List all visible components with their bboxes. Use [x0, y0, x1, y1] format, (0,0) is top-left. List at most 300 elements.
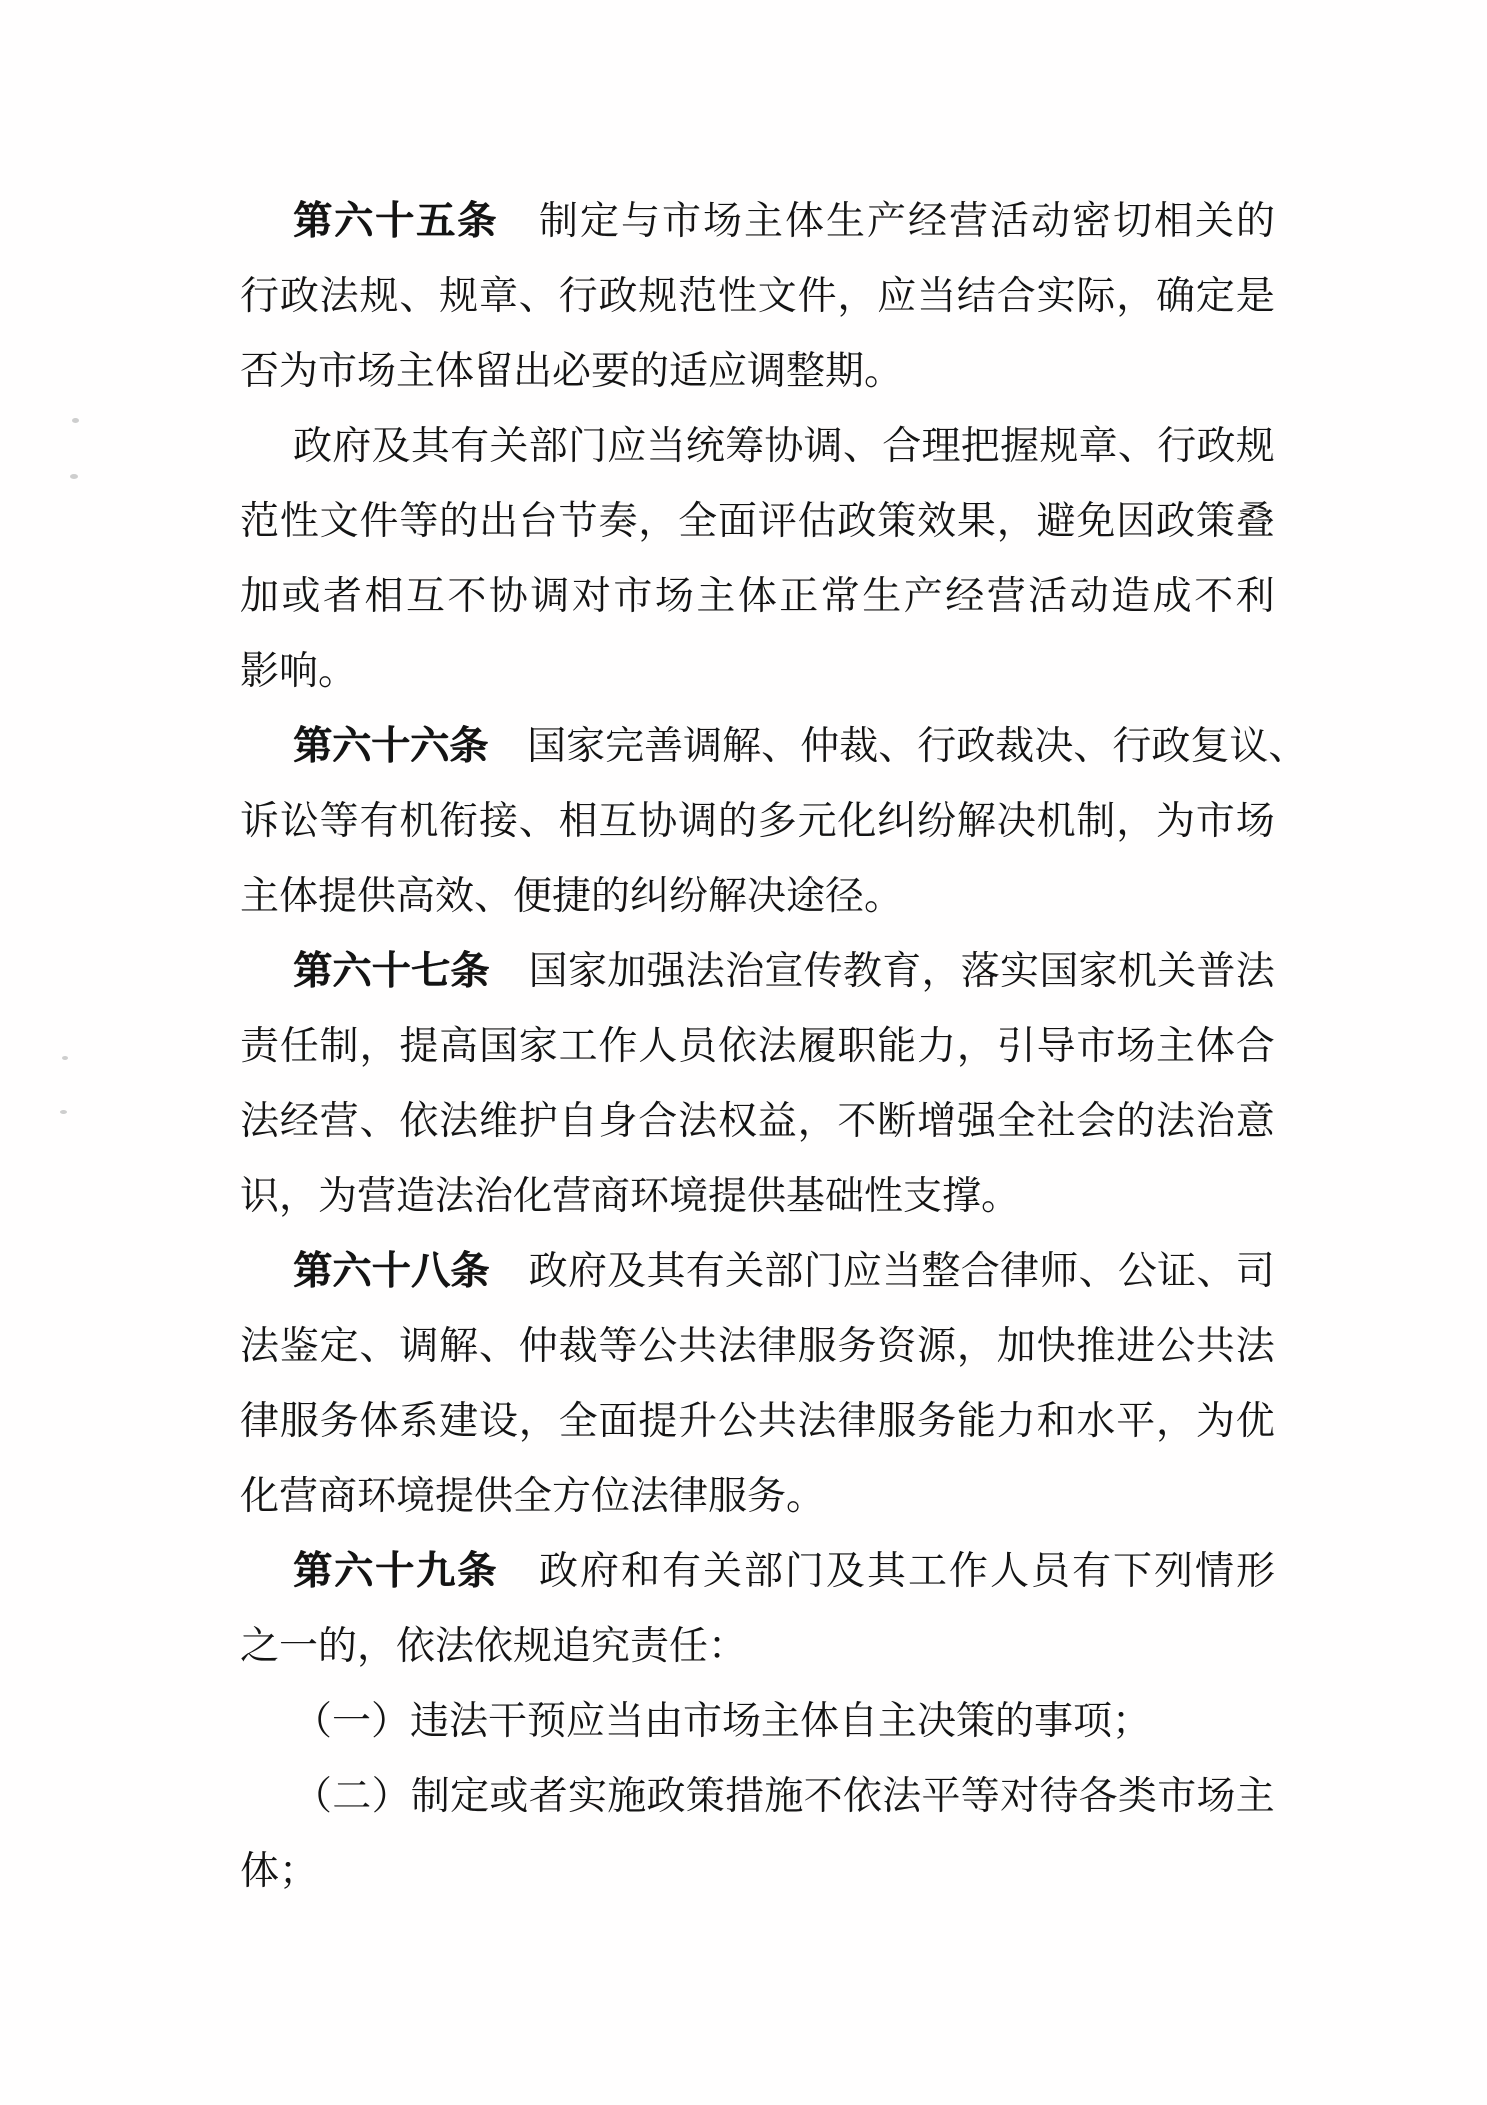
body-char: 施 [607, 1775, 647, 1818]
body-char: 章 [1078, 425, 1118, 468]
line-art65-7 [240, 634, 1275, 709]
body-char: 复 [1190, 725, 1230, 768]
body-char: 正 [779, 575, 819, 618]
body-char: 仲 [518, 1325, 558, 1368]
article-number-char: 七 [410, 950, 450, 993]
body-char: 、 [842, 425, 882, 468]
body-char: 不 [837, 1100, 877, 1143]
body-char: 、 [359, 1100, 399, 1143]
body-char: 证 [1157, 1250, 1197, 1293]
body-char: 法 [240, 1325, 280, 1368]
body-char: 源 [917, 1325, 957, 1368]
body-char: 法 [757, 1025, 797, 1068]
body-char: 场 [1196, 1775, 1236, 1818]
body-char: 增 [917, 1100, 957, 1143]
body-char: 市 [1195, 800, 1235, 843]
body-char: 务 [917, 1400, 957, 1443]
body-char: 人 [638, 1025, 678, 1068]
body-char: 合 [882, 425, 922, 468]
body-char: 共 [757, 1400, 797, 1443]
body-char: 能 [877, 1025, 917, 1068]
body-char: 应 [607, 425, 647, 468]
body-char: 评 [757, 500, 797, 543]
body-char: 活 [989, 200, 1029, 243]
body-char: 关 [725, 1250, 765, 1293]
body-char: 和 [1036, 1400, 1076, 1443]
body-char: 等 [319, 800, 359, 843]
body-char: 或 [489, 1775, 529, 1818]
body-char: 制 [319, 1025, 359, 1068]
body-char: 、 [1196, 1250, 1236, 1293]
body-char: 行 [917, 725, 957, 768]
body-char: 效 [917, 500, 957, 543]
line-art66-2 [240, 784, 1275, 859]
body-char: 协 [638, 800, 678, 843]
body-char: 依 [842, 1775, 882, 1818]
body-char: 体 [784, 200, 824, 243]
body-char: 政 [646, 1775, 686, 1818]
body-char: 法 [439, 1100, 479, 1143]
body-char: 法 [678, 1100, 718, 1143]
body-char: 叠 [1235, 500, 1275, 543]
body-char: 多 [757, 800, 797, 843]
body-char: 家 [1078, 950, 1118, 993]
article-number-char: 十 [371, 1250, 411, 1293]
body-char: 平 [1116, 1400, 1156, 1443]
scan-speck [62, 1056, 68, 1060]
body-char: 其 [410, 425, 450, 468]
body-char: 务 [319, 1400, 359, 1443]
body-char: ， [956, 1325, 996, 1368]
body-char: 二 [332, 1775, 372, 1818]
article-number-char: 八 [410, 1250, 450, 1293]
article-number-char: 第 [293, 950, 333, 993]
body-char: 法 [240, 1100, 280, 1143]
body-char: 等 [399, 500, 439, 543]
body-char: 整 [921, 1250, 961, 1293]
body-char: 设 [478, 1400, 518, 1443]
body-char: 为 [1195, 1400, 1235, 1443]
body-char: 政 [1156, 500, 1196, 543]
body-char: 相 [558, 800, 598, 843]
body-char: 合 [638, 1100, 678, 1143]
body-char: 待 [1039, 1775, 1079, 1818]
body-char: 经 [907, 200, 947, 243]
body-char: 裁 [558, 1325, 598, 1368]
body-char: 国 [1039, 950, 1079, 993]
body-char: 有 [1071, 1550, 1111, 1593]
body-char: 升 [678, 1400, 718, 1443]
body-char: 实 [1036, 275, 1076, 318]
body-char: 力 [917, 1025, 957, 1068]
body-char: 纠 [877, 800, 917, 843]
body-char: 避 [1036, 500, 1076, 543]
body-char: 不 [803, 1775, 843, 1818]
body-char: 的 [717, 800, 757, 843]
scan-speck [60, 1110, 67, 1114]
body-char: 法 [1235, 1325, 1275, 1368]
body-char: 解 [722, 725, 762, 768]
body-char: ， [797, 1100, 837, 1143]
line-art67-2 [240, 1009, 1275, 1084]
line-art65-2 [240, 259, 1275, 334]
body-char: 提 [399, 1025, 439, 1068]
body-char: 服 [797, 1325, 837, 1368]
body-char: 关 [1194, 200, 1234, 243]
body-char: 共 [678, 1325, 718, 1368]
body-char: ， [837, 275, 877, 318]
body-char: 、 [359, 1325, 399, 1368]
body-char: 措 [725, 1775, 765, 1818]
body-char: 估 [797, 500, 837, 543]
body-char: 政 [1196, 425, 1236, 468]
article-number-char: 六 [410, 725, 450, 768]
body-char: 作 [598, 1025, 638, 1068]
article-number-char: 六 [334, 200, 374, 243]
body-char: 产 [903, 575, 943, 618]
body-char: 件 [359, 500, 399, 543]
body-char: 机 [1036, 800, 1076, 843]
body-char: 律 [1000, 1250, 1040, 1293]
body-char: 场 [1116, 1025, 1156, 1068]
line-art65-5 [240, 484, 1275, 559]
body-char: 关 [702, 1550, 742, 1593]
body-char: 家 [567, 950, 607, 993]
line-art66-1 [240, 709, 1308, 784]
body-char: 政 [279, 275, 319, 318]
body-char: 决 [1034, 725, 1074, 768]
body-char: 节 [558, 500, 598, 543]
body-char: 平 [921, 1775, 961, 1818]
body-char: 讼 [279, 800, 319, 843]
body-char: 、 [1078, 1250, 1118, 1293]
body-char: 定 [1195, 275, 1235, 318]
article-number-char: 条 [450, 1250, 490, 1293]
body-char: 规 [1235, 425, 1275, 468]
body-char: 国 [528, 950, 568, 993]
body-char: 当 [917, 275, 957, 318]
scan-speck [70, 474, 78, 479]
body-char: 统 [685, 425, 725, 468]
body-char: 产 [866, 200, 906, 243]
body-char: 能 [956, 1400, 996, 1443]
body-char: 身 [598, 1100, 638, 1143]
body-char: 者 [322, 575, 362, 618]
body-char: 政 [598, 275, 638, 318]
body-char: 免 [1076, 500, 1116, 543]
body-char: 部 [743, 1550, 783, 1593]
body-char: 政 [538, 1550, 578, 1593]
body-char: 、 [1117, 425, 1157, 468]
body-char: 场 [702, 200, 742, 243]
body-char: 台 [518, 500, 558, 543]
body-char: 列 [1153, 1550, 1193, 1593]
body-char: 机 [399, 800, 439, 843]
body-char: 加 [996, 1325, 1036, 1368]
body-char: 公 [717, 1400, 757, 1443]
body-text-run: 主体提供高效、便捷的纠纷解决途径。 [240, 875, 904, 918]
line-art69-1 [240, 1534, 1275, 1609]
body-char: 依 [399, 1100, 439, 1143]
body-char: 仲 [800, 725, 840, 768]
body-char: 公 [638, 1325, 678, 1368]
body-char: 及 [607, 1250, 647, 1293]
body-char: 家 [518, 1025, 558, 1068]
body-char: 及 [825, 1550, 865, 1593]
body-char: 、 [1073, 725, 1113, 768]
body-char: 主 [1156, 1025, 1196, 1068]
line-art69-item1 [240, 1684, 1275, 1759]
body-char: 场 [1235, 800, 1275, 843]
body-char: 合 [996, 275, 1036, 318]
body-char: 相 [1153, 200, 1193, 243]
body-char: 营 [948, 200, 988, 243]
body-char: 握 [1000, 425, 1040, 468]
body-char: 任 [279, 1025, 319, 1068]
body-char: 类 [1117, 1775, 1157, 1818]
body-char: 接 [478, 800, 518, 843]
body-char: 、 [518, 275, 558, 318]
body-char: 体 [359, 1400, 399, 1443]
body-char: 动 [1030, 200, 1070, 243]
body-char: ， [921, 950, 961, 993]
body-char: 市 [1157, 1775, 1197, 1818]
body-char: 履 [797, 1025, 837, 1068]
body-char: 有 [450, 425, 490, 468]
body-char: 、 [761, 725, 801, 768]
body-char: ， [638, 500, 678, 543]
body-char: ， [1116, 800, 1156, 843]
article-number-char: 五 [416, 200, 456, 243]
body-char: 议 [1229, 725, 1269, 768]
body-char: 实 [1000, 950, 1040, 993]
body-char: ， [1156, 1400, 1196, 1443]
line-art69-item2-2 [240, 1834, 1275, 1909]
body-char: 决 [996, 800, 1036, 843]
body-char: 家 [566, 725, 606, 768]
body-char: 性 [717, 275, 757, 318]
body-char: 断 [877, 1100, 917, 1143]
body-char: 筹 [725, 425, 765, 468]
body-char: 营 [986, 575, 1026, 618]
body-char: 调 [530, 575, 570, 618]
body-char: 者 [528, 1775, 568, 1818]
body-char: 场 [654, 575, 694, 618]
body-char: 情 [1194, 1550, 1234, 1593]
body-char: 相 [364, 575, 404, 618]
body-char: 规 [1039, 425, 1079, 468]
body-char: 调 [683, 725, 723, 768]
body-char: 应 [842, 1250, 882, 1293]
body-char: 主 [696, 575, 736, 618]
body-char: 是 [1235, 275, 1275, 318]
body-text-run: 之一的，依法依规追究责任： [240, 1625, 748, 1668]
body-char: 其 [646, 1250, 686, 1293]
body-char: 作 [948, 1550, 988, 1593]
body-char: 会 [1076, 1100, 1116, 1143]
body-char: 行 [1157, 425, 1197, 468]
body-char: 制 [410, 1775, 450, 1818]
body-char: 宣 [764, 950, 804, 993]
body-char: 政 [528, 1250, 568, 1293]
body-char: 完 [605, 725, 645, 768]
body-text-run: 否为市场主体留出必要的适应调整期。 [240, 350, 904, 393]
body-char: 门 [567, 425, 607, 468]
body-char: 奏 [598, 500, 638, 543]
body-text-run: 化营商环境提供全方位法律服务。 [240, 1475, 826, 1518]
body-char: 权 [717, 1100, 757, 1143]
body-char: 制 [538, 200, 578, 243]
body-char: ， [996, 500, 1036, 543]
body-char: 资 [877, 1325, 917, 1368]
body-char: 落 [960, 950, 1000, 993]
body-char: 门 [784, 1550, 824, 1593]
body-text-run: 识，为营造法治化营商环境提供基础性支撑。 [240, 1175, 1021, 1218]
body-char: 文 [319, 500, 359, 543]
body-char: 理 [921, 425, 961, 468]
body-char: 定 [319, 1325, 359, 1368]
body-char: 政 [293, 425, 333, 468]
body-char: 力 [996, 1400, 1036, 1443]
body-char: 政 [956, 725, 996, 768]
body-char: 经 [279, 1100, 319, 1143]
body-char: 公 [1156, 1325, 1196, 1368]
body-char: 市 [1076, 1025, 1116, 1068]
body-char: 造 [1111, 575, 1151, 618]
body-char: 府 [332, 425, 372, 468]
body-char: 常 [820, 575, 860, 618]
body-char: 应 [877, 275, 917, 318]
body-char: 为 [1156, 800, 1196, 843]
body-char: 调 [399, 1325, 439, 1368]
body-char: 的 [439, 500, 479, 543]
body-char: 关 [1157, 950, 1197, 993]
body-char: 引 [996, 1025, 1036, 1068]
body-char: 服 [279, 1400, 319, 1443]
body-char: 市 [661, 200, 701, 243]
body-char: 互 [405, 575, 445, 618]
body-char: 社 [1036, 1100, 1076, 1143]
body-char: 其 [866, 1550, 906, 1593]
body-char: 师 [1039, 1250, 1079, 1293]
body-char: 际 [1076, 275, 1116, 318]
body-char: 生 [825, 200, 865, 243]
body-char: （ [293, 1775, 333, 1818]
body-char: 等 [960, 1775, 1000, 1818]
line-art65-6 [240, 559, 1275, 634]
article-number-char: 条 [457, 200, 497, 243]
body-char: 出 [478, 500, 518, 543]
body-char: 下 [1112, 1550, 1152, 1593]
body-char: 鉴 [279, 1325, 319, 1368]
line-art67-1 [240, 934, 1275, 1009]
body-char: 制 [1076, 800, 1116, 843]
body-char: 结 [956, 275, 996, 318]
body-char: 和 [620, 1550, 660, 1593]
body-char: 不 [447, 575, 487, 618]
body-char: 实 [567, 1775, 607, 1818]
body-char: 策 [1195, 500, 1235, 543]
body-char: 政 [1151, 725, 1191, 768]
body-char: 果 [956, 500, 996, 543]
body-char: 关 [489, 425, 529, 468]
body-char: 成 [1152, 575, 1192, 618]
body-char: 工 [907, 1550, 947, 1593]
body-char: 策 [877, 500, 917, 543]
body-char: 责 [240, 1025, 280, 1068]
article-number-char: 九 [416, 1550, 456, 1593]
body-char: ， [956, 1025, 996, 1068]
body-char: 水 [1076, 1400, 1116, 1443]
body-char: 门 [803, 1250, 843, 1293]
body-char: 意 [1235, 1100, 1275, 1143]
body-char: 人 [989, 1550, 1029, 1593]
body-char: 高 [439, 1025, 479, 1068]
body-char: 规 [359, 275, 399, 318]
body-char: 主 [743, 200, 783, 243]
body-char: 等 [598, 1325, 638, 1368]
body-char: 律 [837, 1400, 877, 1443]
body-char: 有 [359, 800, 399, 843]
body-char: 府 [579, 1550, 619, 1593]
body-char: 解 [956, 800, 996, 843]
body-char: 护 [518, 1100, 558, 1143]
article-number-char: 第 [293, 200, 333, 243]
body-char: 定 [579, 200, 619, 243]
body-char: 主 [1235, 1775, 1275, 1818]
scan-speck [72, 418, 79, 423]
body-char: 公 [1117, 1250, 1157, 1293]
body-char: 进 [1116, 1325, 1156, 1368]
line-art66-3 [240, 859, 1275, 934]
body-char: 法 [717, 1325, 757, 1368]
body-char: 互 [598, 800, 638, 843]
body-char: 维 [478, 1100, 518, 1143]
body-char: 密 [1071, 200, 1111, 243]
line-art67-4 [240, 1159, 1275, 1234]
text-block [240, 184, 1308, 1909]
body-char: 教 [842, 950, 882, 993]
body-char: 府 [567, 1250, 607, 1293]
body-char: 加 [240, 575, 280, 618]
line-art69-2 [240, 1609, 1275, 1684]
body-char: 全 [558, 1400, 598, 1443]
article-number-char: 六 [332, 725, 372, 768]
article-number-char: 十 [375, 200, 415, 243]
body-char: 件 [797, 275, 837, 318]
article-number-char: 六 [334, 1550, 374, 1593]
body-char: 员 [678, 1025, 718, 1068]
body-char: 部 [528, 425, 568, 468]
body-char: 因 [1116, 500, 1156, 543]
body-char: 强 [956, 1100, 996, 1143]
body-char: 调 [803, 425, 843, 468]
body-char: 文 [757, 275, 797, 318]
line-art65-3 [240, 334, 1275, 409]
body-char: ， [1116, 275, 1156, 318]
body-char: 优 [1235, 1400, 1275, 1443]
body-char: 性 [279, 500, 319, 543]
body-char: 法 [882, 1775, 922, 1818]
body-char: 合 [960, 1250, 1000, 1293]
article-number-char: 第 [293, 1250, 333, 1293]
body-char: 体 [737, 575, 777, 618]
body-char: 规 [439, 275, 479, 318]
body-char: 、 [1268, 725, 1308, 768]
body-char: 系 [399, 1400, 439, 1443]
body-char: 当 [882, 1250, 922, 1293]
body-char: 育 [882, 950, 922, 993]
